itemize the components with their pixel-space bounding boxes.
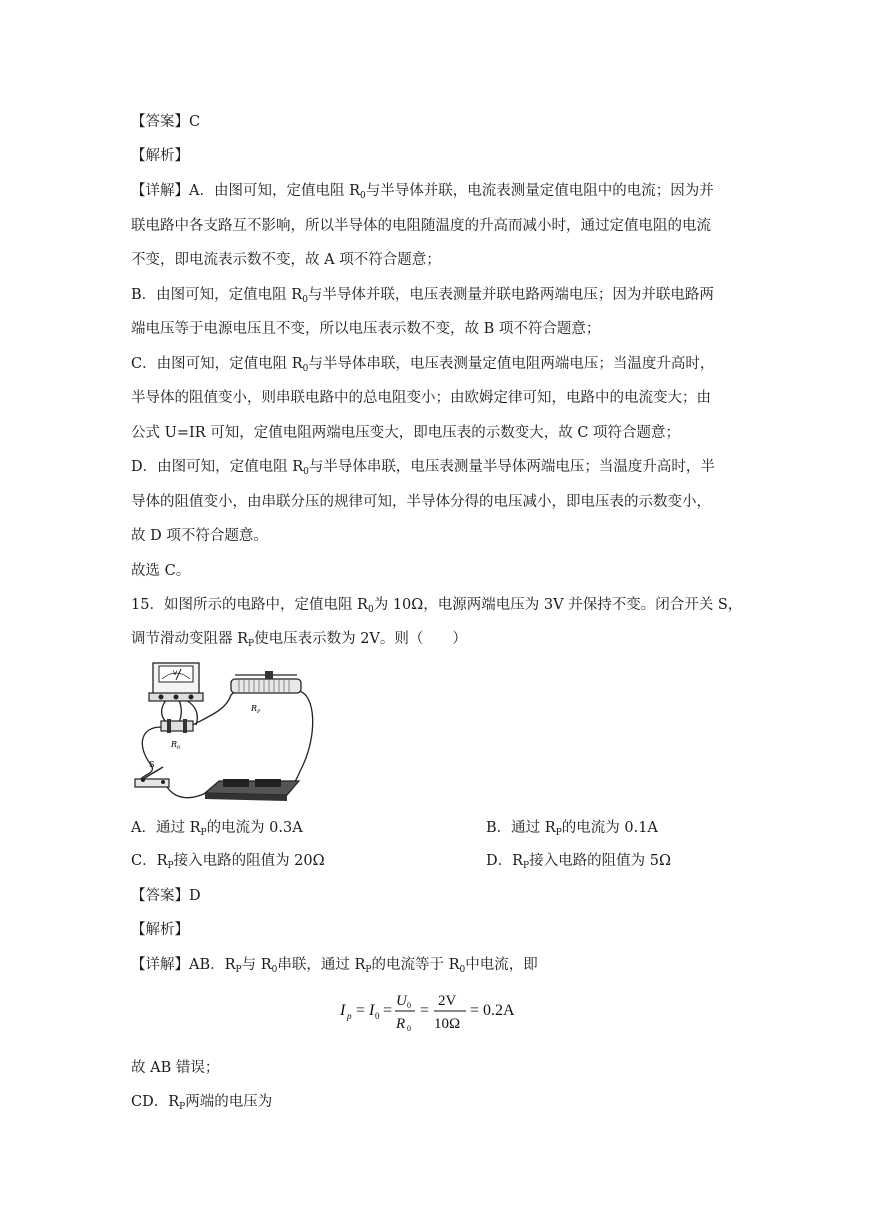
r0-label: $R_0$ [171,740,181,751]
option-a: A．通过 $R_P$的电流为 0.3A [131,820,303,838]
detail-line: 【详解】A．由图可知，定值电阻 $R_0$与半导体并联，电流表测量定值电阻中的电流；因为并 [131,183,714,201]
svg-text:10Ω: 10Ω [434,1016,461,1032]
voltmeter-icon [149,663,203,701]
option-d: D．$R_P$接入电路的阻值为 5Ω [486,853,671,871]
rheostat-icon [231,671,301,693]
svg-text:0: 0 [407,1024,411,1032]
detail-line: 故 D 项不符合题意。 [131,528,268,544]
detail-line: 公式 U=IR 可知，定值电阻两端电压变大，即电压表的示数变大，故 C 项符合题意； [131,425,681,441]
svg-text:=: = [383,1002,393,1019]
detail-line: 【详解】AB．$R_P$与 $R_0$串联，通过 $R_P$的电流等于 $R_0$中电流，即 [131,957,538,975]
rp-label: $R_P$ [251,704,261,715]
detail-line: C．由图可知，定值电阻 $R_0$与半导体串联，电压表测量定值电阻两端电压；当温度升高时， [131,356,715,374]
detail-line: 端电压等于电源电压且不变，所以电压表示数不变，故 B 项不符合题意； [131,321,601,337]
voltmeter-label: V [173,670,178,677]
detail-line: 不变，即电流表示数不变，故 A 项不符合题意； [131,252,441,268]
option-b: B．通过 $R_P$的电流为 0.1A [486,820,658,838]
detail-line: 导体的阻值变小，由串联分压的规律可知，半导体分得的电压减小，即电压表的示数变小， [131,494,711,510]
conclusion: 故选 C。 [131,563,191,579]
detail-line: CD．$R_P$两端的电压为 [131,1094,273,1112]
svg-text:R: R [396,1016,406,1032]
detail-line: 半导体的阻值变小，则串联电路中的总电阻变小；由欧姆定律可知，电路中的电流变大；由 [131,390,711,406]
svg-text:= 0.2A: = 0.2A [470,1002,515,1019]
detail-line: D．由图可知，定值电阻 $R_0$与半导体串联，电压表测量半导体两端电压；当温度升高时，半 [131,459,715,477]
svg-text:p: p [347,1011,352,1021]
current-formula [338,988,538,1032]
svg-text:2V: 2V [438,993,457,1009]
resistor-icon [161,719,193,733]
circuit-figure [131,655,321,805]
svg-text:I: I [369,1002,375,1019]
question-15-line: 调节滑动变阻器 $R_P$使电压表示数为 2V。则（ ） [131,631,467,649]
svg-text:0: 0 [375,1011,380,1021]
answer-label: 【答案】C [131,114,201,130]
detail-line: B．由图可知，定值电阻 $R_0$与半导体并联，电压表测量并联电路两端电压；因为并联电路两 [131,287,714,305]
answer-label: 【答案】D [131,888,201,904]
detail-line: 联电路中各支路互不影响，所以半导体的电阻随温度的升高而减小时，通过定值电阻的电流 [131,218,711,234]
switch-label: S [149,760,155,769]
svg-text:=: = [420,1002,430,1019]
svg-text:U: U [396,993,407,1009]
analysis-label: 【解析】 [131,148,189,164]
detail-line: 故 AB 错误； [131,1060,220,1076]
analysis-label: 【解析】 [131,922,189,938]
svg-text:I: I [340,1002,346,1019]
question-15-line: 15．如图所示的电路中，定值电阻 $R_0$为 10Ω，电源两端电压为 3V 并保持不变。闭合开关 S， [131,597,743,615]
svg-text:=: = [356,1002,366,1019]
svg-text:0: 0 [407,1001,411,1010]
option-c: C．$R_P$接入电路的阻值为 20Ω [131,853,325,871]
battery-icon [205,779,299,801]
